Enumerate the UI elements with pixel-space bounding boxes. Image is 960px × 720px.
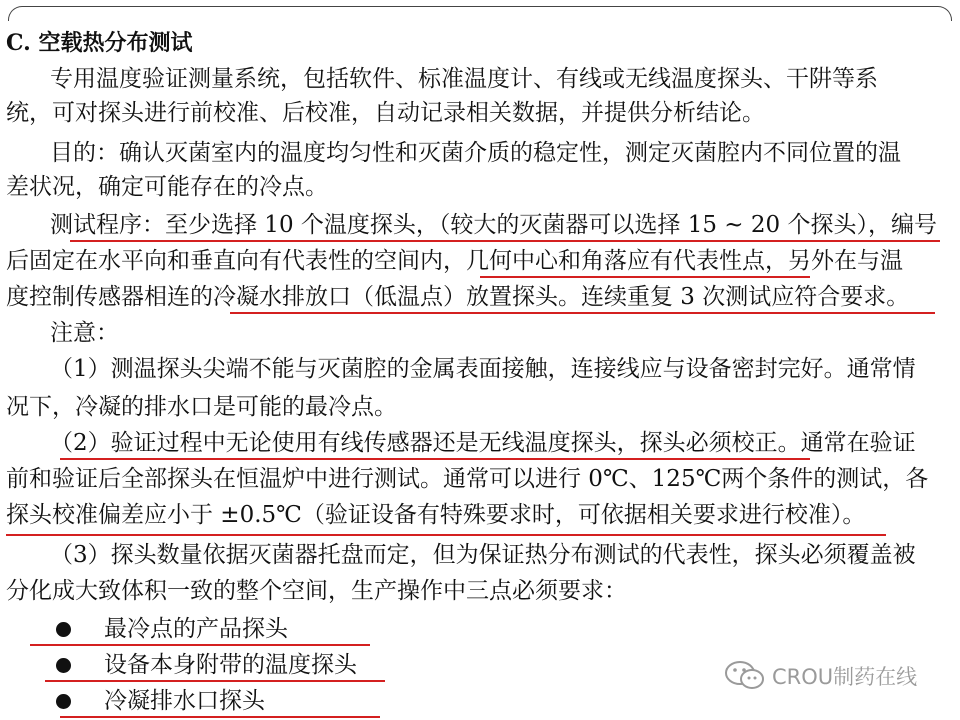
bullet-dot	[56, 658, 71, 673]
paragraph-line: 统，可对探头进行前校准、后校准，自动记录相关数据，并提供分析结论。	[6, 100, 765, 126]
watermark-text: CROU制药在线	[772, 665, 918, 689]
red-underline	[480, 276, 810, 278]
red-underline	[60, 458, 810, 460]
paragraph-line: 测试程序：至少选择 10 个温度探头，（较大的灭菌器可以选择 15 ~ 20 个探头），编号	[50, 212, 937, 238]
paragraph-line: 专用温度验证测量系统，包括软件、标准温度计、有线或无线温度探头、干阱等系	[50, 66, 878, 92]
watermark	[720, 658, 921, 694]
note-line: （1）测温探头尖端不能与灭菌腔的金属表面接触，连接线应与设备密封完好。通常情	[50, 356, 916, 382]
note-line: 探头校准偏差应小于 ±0.5℃（验证设备有特殊要求时，可依据相关要求进行校准）。	[6, 502, 866, 528]
bullet-item: 冷凝排水口探头	[104, 688, 265, 714]
page-frame-border	[8, 6, 952, 21]
paragraph-line: 后固定在水平向和垂直向有代表性的空间内，几何中心和角落应有代表性点，另外在与温	[6, 248, 903, 274]
paragraph-line: 差状况，确定可能存在的冷点。	[6, 174, 328, 200]
red-underline	[230, 312, 935, 314]
note-line: 分化成大致体积一致的整个空间，生产操作中三点必须要求：	[6, 578, 627, 604]
note-label: 注意：	[50, 320, 119, 346]
bullet-item: 最冷点的产品探头	[104, 616, 288, 642]
red-underline	[60, 716, 380, 718]
paragraph-line: 度控制传感器相连的冷凝水排放口（低温点）放置探头。连续重复 3 次测试应符合要求。	[6, 284, 910, 310]
red-underline	[6, 534, 886, 536]
note-line: 前和验证后全部探头在恒温炉中进行测试。通常可以进行 0℃、125℃两个条件的测试，各	[6, 466, 929, 492]
red-underline	[70, 240, 940, 242]
red-underline	[30, 644, 370, 646]
note-line: 况下，冷凝的排水口是可能的最冷点。	[6, 394, 397, 420]
paragraph-line: 目的：确认灭菌室内的温度均匀性和灭菌介质的稳定性，测定灭菌腔内不同位置的温	[50, 140, 901, 166]
note-line: （3）探头数量依据灭菌器托盘而定，但为保证热分布测试的代表性，探头必须覆盖被	[50, 542, 916, 568]
wechat-icon	[724, 660, 766, 692]
red-underline	[45, 680, 385, 682]
bullet-item: 设备本身附带的温度探头	[104, 652, 357, 678]
bullet-dot	[56, 694, 71, 709]
note-line: （2）验证过程中无论使用有线传感器还是无线温度探头，探头必须校正。通常在验证	[50, 430, 916, 456]
bullet-dot	[56, 622, 71, 637]
section-heading: C. 空载热分布测试	[6, 30, 193, 56]
